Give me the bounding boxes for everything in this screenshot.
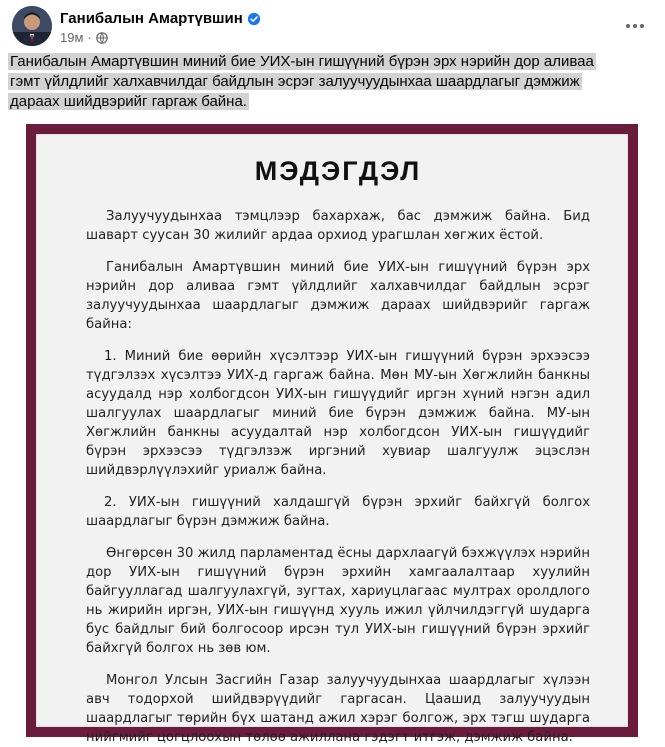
notice-paragraph: Монгол Улсын Засгийн Газар залуучуудынхаа шаардлагыг хүлээн авч тодорхой шийдвэрүүдийг гаргасан. Цаашид залуучуудын шаардлагыг төрийн бүх шатанд ажил хэрэг болгож, эрх тэгш шударга нийгмийг цогцлоохын төлөө ажиллана гэдэгт итгэж, дэмжиж байна. (86, 673, 590, 745)
author-name-row (60, 10, 261, 27)
notice-item: 2. УИХ-ын гишүүний халдашгүй бүрэн эрхийг байхгүй болгох шаардлагыг бүрэн дэмжиж байна. (86, 495, 590, 529)
author-name[interactable]: Ганибалын Амартүвшин (60, 10, 243, 27)
post-time[interactable]: 19м (60, 30, 84, 45)
notice-paragraph: Залуучуудынхаа тэмцлээр бахархаж, бас дэмжиж байна. Бид шаварт суусан 30 жилийг ардаа орхиод урагшлан хөгжих ёстой. (86, 209, 590, 243)
globe-icon (96, 32, 108, 44)
post-meta (60, 30, 108, 45)
post-text (8, 52, 628, 112)
more-options-icon (625, 23, 645, 29)
post-image[interactable] (26, 124, 638, 745)
notice-title: МЭДЭГДЭЛ (254, 156, 422, 186)
post-header (12, 6, 653, 46)
notice-paragraph: Ганибалын Амартүвшин миний бие УИХ-ын гишүүний бүрэн эрх нэрийн дор аливаа гэмт үйлдлийг халхавчилдаг байдлын эсрэг залуучуудынхаа шаардлагыг дэмжиж дараах шийдвэрийг гаргаж байна: (86, 260, 590, 332)
notice-paragraph: Өнгөрсөн 30 жилд парламентад ёсны дархлаагүй бэхжүүлэх нэрийн дор УИХ-ын гишүүний бүрэн эрхийн хамгаалалтаар хуулийн байгууллагад шалгуулахгүй, зугтах, хариуцлагаас мултрах оролдлого нь жирийн иргэн, УИХ-ын гишүүнд хууль ижил үйлчилдэггүй шударга бус байдлыг бий болгосоор ирсэн тул УИХ-ын гишүүний бүрэн эрхийг байхгүй болгох нь зөв юм. (86, 546, 590, 656)
author-avatar[interactable] (12, 6, 52, 46)
post-text-content: Ганибалын Амартүвшин миний бие УИХ-ын гишүүний бүрэн эрх нэрийн дор аливаа гэмт үйлдлийг халхавчилдаг байдлын эсрэг залуучуудынхаа шаардлагыг дэмжиж дараах шийдвэрийг гаргаж байна. (10, 53, 594, 110)
notice-document (36, 134, 628, 745)
notice-item: 1. Миний бие өөрийн хүсэлтээр УИХ-ын гишүүний бүрэн эрхээсээ түдгэлзэх хүсэлтээ УИХ-д гаргаж байна. Мөн МУ-ын Хөгжлийн банкны асуудалд нэр холбогдсон УИХ-ын гишүүдийг иргэн хүний нэгэн адил шалгуулах шаардлагыг миний бие бүрэн дэмжиж байна. МУ-ын Хөгжлийн банкны асуудалтай нэр холбогдсон УИХ-ын гишүүдийг бүрэн эрхээсээ түдгэлзэж иргэний хувиар шалгуулж эцэслэн шийдвэрлүүлэхийг уриалж байна. (86, 349, 590, 478)
meta-separator: · (87, 30, 92, 45)
verified-badge-icon (247, 12, 261, 26)
more-options-button[interactable] (621, 14, 649, 38)
